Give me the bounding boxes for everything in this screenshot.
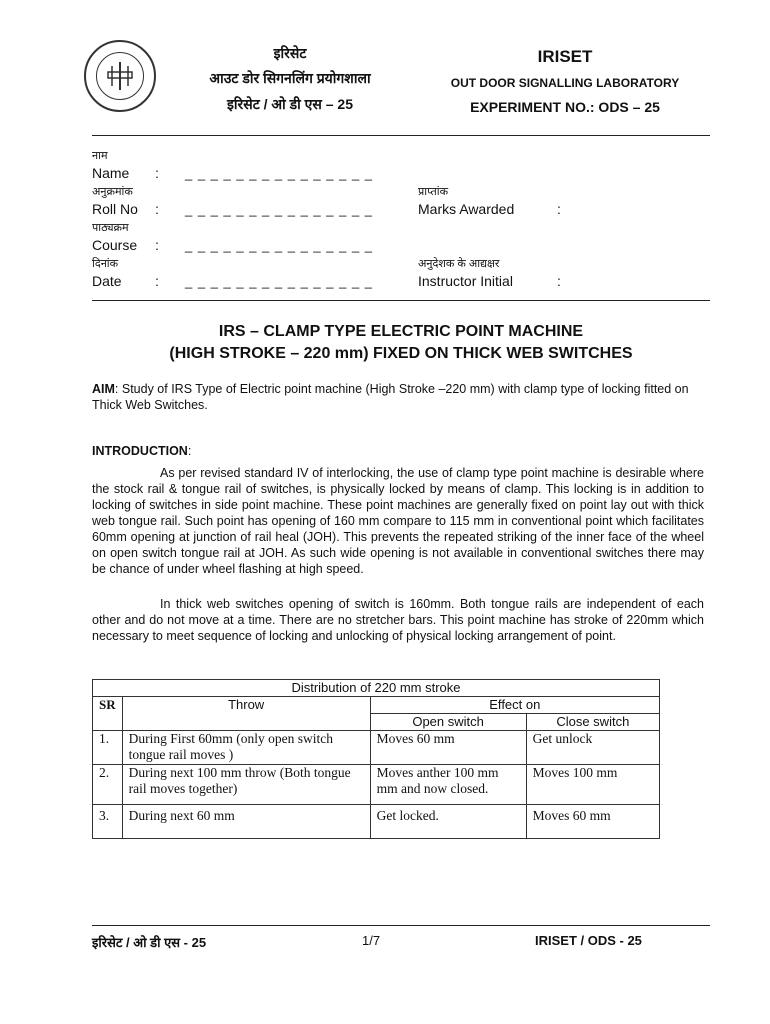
aim-label: AIM	[92, 382, 115, 396]
introduction-paragraph-2	[92, 596, 704, 644]
date-label-hindi: दिनांक	[92, 258, 119, 270]
experiment-number: EXPERIMENT NO.: ODS – 25	[470, 99, 660, 115]
name-label-hindi: नाम	[92, 150, 108, 162]
seal-emblem-icon	[106, 60, 134, 92]
instructor-label-hindi: अनुदेशक के आद्यक्षर	[418, 258, 500, 270]
org-title: IRISET	[537, 47, 593, 66]
hindi-org-title: इरिसेट	[273, 45, 307, 61]
row-open: Get locked.	[370, 805, 526, 839]
header-divider	[92, 135, 710, 136]
iriset-seal-logo	[84, 40, 156, 112]
lab-title: OUT DOOR SIGNALLING LABORATORY	[450, 76, 680, 90]
instructor-initial-label: Instructor Initial	[418, 273, 513, 289]
roll-label: Roll No	[92, 201, 138, 217]
form-divider	[92, 300, 710, 301]
name-label: Name	[92, 165, 130, 181]
footer-left-hindi: इरिसेट / ओ डी एस - 25	[92, 935, 207, 950]
table-row	[93, 765, 660, 805]
document-title-line1: IRS – CLAMP TYPE ELECTRIC POINT MACHINE	[218, 323, 584, 340]
row-close: Get unlock	[526, 731, 659, 765]
row-open: Moves anther 100 mm mm and now closed.	[370, 765, 526, 805]
course-blank: _ _ _ _ _ _ _ _ _ _ _ _ _ _ _	[185, 238, 374, 253]
hindi-lab-title: आउट डोर सिगनलिंग प्रयोगशाला	[209, 70, 371, 86]
page-number: 1/7	[362, 933, 381, 948]
introduction-paragraph-1	[92, 465, 704, 577]
date-blank: _ _ _ _ _ _ _ _ _ _ _ _ _ _ _	[185, 274, 374, 289]
table-row	[93, 731, 660, 765]
marks-label-hindi: प्राप्तांक	[418, 186, 449, 198]
row-close: Moves 100 mm	[526, 765, 659, 805]
name-colon: :	[155, 165, 159, 181]
name-blank: _ _ _ _ _ _ _ _ _ _ _ _ _ _ _	[185, 166, 374, 181]
table-row	[93, 805, 660, 839]
document-title-line2: (HIGH STROKE – 220 mm) FIXED ON THICK WEB SWITCHES	[169, 345, 633, 362]
row-open: Moves 60 mm	[370, 731, 526, 765]
footer-right: IRISET / ODS - 25	[535, 933, 642, 948]
introduction-p2-text: In thick web switches opening of switch is 160mm. Both tongue rails are independent of each other and do not move at a time. There are no stretcher bars. This point machine has stroke of 220mm which necessary to meet sequence of locking and unlocking of physical locking arrangement of point.	[92, 597, 704, 643]
stroke-distribution-table	[92, 679, 660, 839]
introduction-label: INTRODUCTION	[92, 444, 188, 458]
row-throw: During next 100 mm throw (Both tongue rail moves together)	[122, 765, 370, 805]
aim-text: : Study of IRS Type of Electric point machine (High Stroke –220 mm) with clamp type of locking fitted on Thick Web Switches.	[92, 382, 689, 412]
course-label-hindi: पाठ्यक्रम	[92, 222, 129, 234]
footer-divider	[92, 925, 710, 926]
header-effect-on: Effect on	[370, 697, 659, 714]
header-sr: SR	[93, 697, 123, 731]
date-label: Date	[92, 273, 122, 289]
date-colon: :	[155, 273, 159, 289]
row-close: Moves 60 mm	[526, 805, 659, 839]
course-colon: :	[155, 237, 159, 253]
row-sr: 2.	[93, 765, 123, 805]
instructor-colon: :	[557, 273, 561, 289]
table-caption: Distribution of 220 mm stroke	[93, 680, 660, 697]
row-throw: During next 60 mm	[122, 805, 370, 839]
marks-awarded-label: Marks Awarded	[418, 201, 515, 217]
header-open-switch: Open switch	[370, 714, 526, 731]
header-throw: Throw	[122, 697, 370, 731]
aim-section	[92, 381, 704, 413]
row-sr: 3.	[93, 805, 123, 839]
row-throw: During First 60mm (only open switch tongue rail moves )	[122, 731, 370, 765]
header-close-switch: Close switch	[526, 714, 659, 731]
row-sr: 1.	[93, 731, 123, 765]
roll-label-hindi: अनुक्रमांक	[92, 186, 133, 198]
roll-blank: _ _ _ _ _ _ _ _ _ _ _ _ _ _ _	[185, 202, 374, 217]
course-label: Course	[92, 237, 138, 253]
introduction-heading: INTRODUCTION:	[92, 444, 192, 458]
introduction-p1-text: As per revised standard IV of interlocking, the use of clamp type point machine is desirable where the stock rail & tongue rail of switches, is physically locked by means of clamp. This locking is in addition to locking of switches in side point machine. These point machines are generally fixed on point lay out with thick web tongue rail. Such point has opening of 160 mm compare to 115 mm in conventional point which facilitates 60mm opening at junction of rail heal (JOH). This prevents the repeated striking of the inner face of the wheel on open switch tongue rail at JOH. As such wide opening is not available in conventional switches there may be chance of under wheel flashing at high speed.	[92, 466, 704, 576]
hindi-experiment-number: इरिसेट / ओ डी एस – 25	[227, 96, 353, 112]
marks-colon: :	[557, 201, 561, 217]
roll-colon: :	[155, 201, 159, 217]
